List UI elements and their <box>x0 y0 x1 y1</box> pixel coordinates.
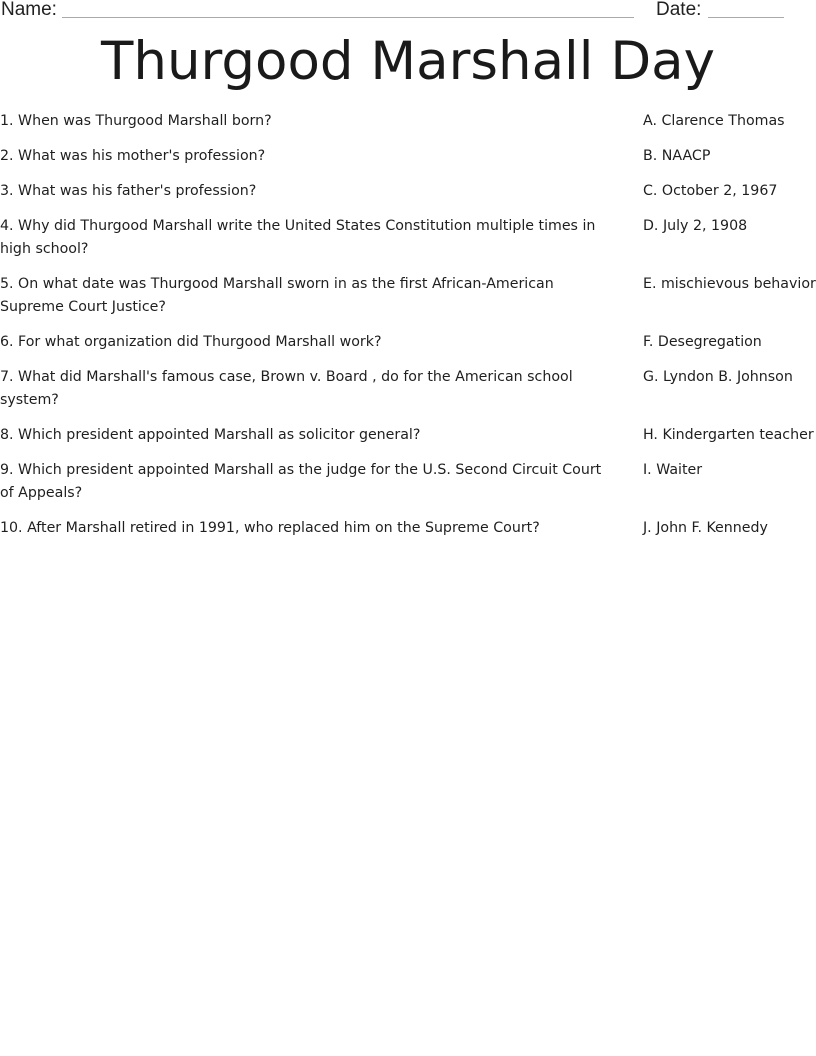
page-title: Thurgood Marshall Day <box>100 31 716 92</box>
matching-row <box>0 517 816 540</box>
answer-a: A. Clarence Thomas <box>643 113 785 129</box>
answer-h: H. Kindergarten teacher <box>643 427 814 443</box>
question-10: 10. After Marshall retired in 1991, who replaced him on the Supreme Court? <box>0 520 540 536</box>
matching-row <box>0 331 816 354</box>
answer-d: D. July 2, 1908 <box>643 218 748 234</box>
question-1: 1. When was Thurgood Marshall born? <box>0 113 272 129</box>
answer-j: J. John F. Kennedy <box>643 520 768 536</box>
matching-row <box>0 273 816 319</box>
date-label: Date: <box>656 0 702 20</box>
answer-i: I. Waiter <box>643 462 703 478</box>
name-blank-line <box>62 17 634 18</box>
question-4: 4. Why did Thurgood Marshall write the United States Constitution multiple times in high school? <box>0 218 596 257</box>
question-2: 2. What was his mother's profession? <box>0 148 266 164</box>
matching-row <box>0 215 816 261</box>
matching-list <box>0 110 816 552</box>
question-9: 9. Which president appointed Marshall as the judge for the U.S. Second Circuit Court of Appeals? <box>0 462 602 501</box>
question-6: 6. For what organization did Thurgood Marshall work? <box>0 334 382 350</box>
question-5: 5. On what date was Thurgood Marshall sworn in as the first African-American Supreme Court Justice? <box>0 276 554 315</box>
answer-g: G. Lyndon B. Johnson <box>643 369 793 385</box>
matching-row <box>0 145 816 168</box>
answer-b: B. NAACP <box>643 148 711 164</box>
matching-row <box>0 366 816 412</box>
name-label: Name: <box>1 0 57 20</box>
question-7: 7. What did Marshall's famous case, Brown v. Board , do for the American school system? <box>0 369 573 408</box>
matching-row <box>0 110 816 133</box>
worksheet-header <box>0 0 816 24</box>
question-3: 3. What was his father's profession? <box>0 183 257 199</box>
answer-e: E. mischievous behavior <box>643 276 816 292</box>
answer-c: C. October 2, 1967 <box>643 183 778 199</box>
date-blank-line <box>708 17 784 18</box>
question-8: 8. Which president appointed Marshall as solicitor general? <box>0 427 421 443</box>
matching-row <box>0 180 816 203</box>
matching-row <box>0 459 816 505</box>
answer-f: F. Desegregation <box>643 334 762 350</box>
matching-row <box>0 424 816 447</box>
